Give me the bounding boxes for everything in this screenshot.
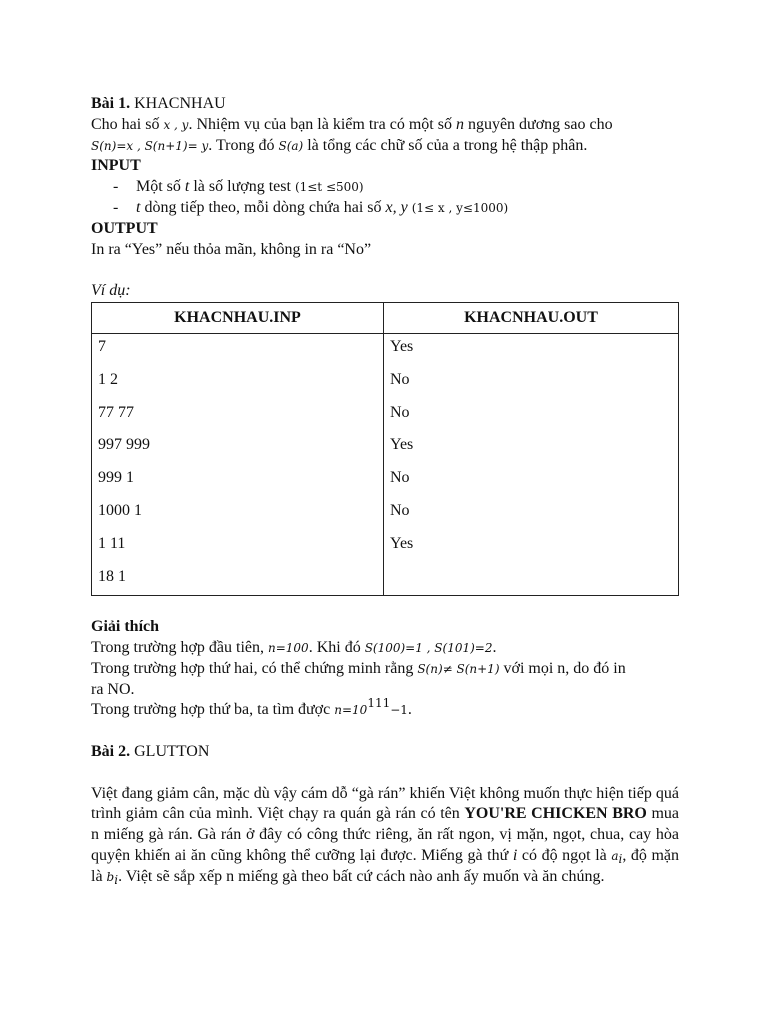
input-line: 7: [98, 337, 106, 355]
math-power: n=10: [334, 703, 368, 718]
math-constraint: (1≤t ≤500): [294, 180, 364, 195]
problem-1-title: [91, 94, 679, 115]
explain-text: . Khi đó: [308, 638, 361, 656]
explain-text: Trong trường hợp đầu tiên,: [91, 638, 264, 656]
problem-2-title: [91, 742, 679, 763]
explain-text: .: [407, 701, 412, 719]
math-t: t: [136, 198, 141, 216]
statement-text: nguyên dương sao cho: [467, 115, 613, 133]
math-inequality: S(n)≠ S(n+1): [417, 661, 500, 676]
output-line: Yes: [390, 337, 414, 355]
statement-text: , độ mặn là: [91, 846, 680, 885]
problem-2-label: Bài 2.: [91, 742, 131, 760]
math-n-value: n=100: [268, 640, 309, 655]
math-b-subscript: i: [114, 872, 119, 887]
statement-text: Việt đang giảm cân, mặc dù vậy cám dỗ “gà rán” khiến Việt không muốn thực hiện tiếp quá trình giảm cân của mình. Việt chạy ra quán gà rán có tên: [91, 784, 679, 823]
math-sums: S(100)=1 , S(101)=2: [364, 640, 493, 655]
input-line: 77 77: [98, 403, 134, 421]
math-sa: S(a): [278, 138, 304, 153]
output-text: In ra “Yes” nếu thỏa mãn, không in ra “No”: [91, 240, 372, 258]
input-line: 1000 1: [98, 501, 142, 519]
output-line: Yes: [390, 436, 414, 454]
input-line: 997 999: [98, 436, 150, 454]
statement-text: là tổng các chữ số của a trong hệ thập phân.: [307, 136, 588, 154]
output-line: No: [390, 469, 410, 487]
statement-text: Cho hai số: [91, 115, 160, 133]
problem-1-label: Bài 1.: [91, 95, 131, 112]
output-line: No: [390, 370, 410, 388]
statement-text: mua n miếng gà rán. Gà rán ở đây có công thức riêng, ăn rất ngon, vị mặn, ngọt, chua, cay hòa quyện khiến ai ăn cũng không thể cưỡng lại được. Miếng gà thứ: [91, 805, 680, 864]
math-exponent: 111: [367, 696, 391, 711]
math-a-subscript: i: [618, 851, 623, 866]
example-table: [91, 302, 679, 596]
statement-text: . Việt sẽ sắp xếp n miếng gà theo bất cứ cách nào anh ấy muốn và ăn chúng.: [118, 867, 605, 885]
math-t: t: [184, 178, 190, 196]
problem-1-statement-line-1: [91, 115, 679, 136]
table-header-output: KHACNHAU.OUT: [384, 302, 679, 333]
problem-2-name: GLUTTON: [134, 742, 210, 760]
math-xy: x, y: [385, 198, 408, 216]
input-item: [91, 198, 679, 219]
table-header-input: KHACNHAU.INP: [92, 302, 384, 333]
math-constraint: (1≤ x , y≤1000): [411, 200, 509, 215]
table-output-cell: [384, 333, 679, 595]
math-xy: x , y: [163, 117, 189, 132]
statement-text: . Trong đó: [208, 136, 275, 154]
statement-text: có độ ngọt là: [521, 846, 607, 864]
explain-text: .: [492, 638, 497, 656]
input-line: 1 2: [98, 370, 118, 388]
input-line: 999 1: [98, 469, 134, 487]
explain-text: với mọi n, do đó in: [503, 659, 626, 677]
input-item-text: là số lượng test: [193, 178, 291, 196]
shop-name: YOU'RE CHICKEN BRO: [464, 805, 647, 823]
problem-1-statement-line-2: [91, 136, 679, 157]
math-condition: S(n)=x , S(n+1)= y: [91, 138, 209, 153]
math-b: b: [106, 869, 115, 884]
input-item: [91, 177, 679, 198]
input-line: 1 11: [98, 534, 126, 552]
output-heading: OUTPUT: [91, 219, 158, 237]
input-item-text: dòng tiếp theo, mỗi dòng chứa hai số: [144, 198, 382, 216]
problem-1-name: KHACNHAU: [134, 95, 226, 112]
math-a: a: [611, 848, 619, 863]
explain-line-1: [91, 638, 679, 659]
problem-2-statement: [91, 784, 679, 888]
math-minus-one: −1: [390, 703, 408, 718]
output-line: No: [390, 501, 410, 519]
explain-line-2: [91, 659, 679, 680]
table-input-cell: [92, 333, 384, 595]
document-page: [91, 94, 679, 888]
input-heading: INPUT: [91, 157, 141, 175]
explain-text: Trong trường hợp thứ ba, ta tìm được: [91, 701, 331, 719]
statement-text: . Nhiệm vụ của bạn là kiểm tra có một số: [188, 115, 452, 133]
example-label: Ví dụ:: [91, 282, 131, 300]
explain-heading: Giải thích: [91, 618, 160, 636]
input-item-text: Một số: [136, 178, 181, 196]
output-line: No: [390, 403, 410, 421]
output-line: Yes: [390, 534, 414, 552]
explain-line-4: [91, 696, 679, 721]
math-n: n: [455, 115, 464, 133]
explain-text: Trong trường hợp thứ hai, có thể chứng minh rằng: [91, 659, 414, 677]
input-line: 18 1: [98, 567, 126, 585]
explain-line-3: ra NO.: [91, 680, 135, 698]
math-i: i: [512, 846, 518, 864]
